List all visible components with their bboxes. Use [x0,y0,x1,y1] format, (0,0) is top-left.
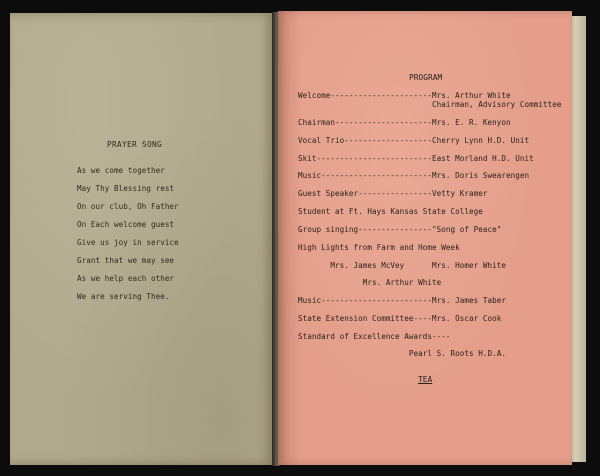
poem-line: As we help each other [77,274,175,283]
program-line-group-singing: Group singing----------------"Song of Peace" [298,225,502,234]
program-line-vocal-trio: Vocal Trio-------------------Cherry Lynn H.D. Unit [298,136,530,145]
prayer-song-title: PRAYER SONG [107,140,162,149]
program-line-student: Student at Ft. Hays Kansas State College [298,207,483,216]
poem-line: We are serving Thee. [77,292,170,301]
program-line-music-2: Music------------------------Mrs. James Taber [298,296,506,305]
program-line-hda: Pearl S. Roots H.D.A. [298,349,506,358]
program-line-state-extension: State Extension Committee----Mrs. Oscar Cook [298,314,502,323]
program-line-awards: Standard of Excellence Awards---- [298,332,451,341]
program-line-welcome: Welcome----------------------Mrs. Arthur White [298,91,511,100]
poem-line: May Thy Blessing rest [77,184,175,193]
tea-footer: TEA [418,375,433,384]
program-line-skit: Skit-------------------------East Morland H.D. Unit [298,154,534,163]
program-line-welcome-title: Chairman, Advisory Committee [298,100,562,109]
program-line-presenters: Mrs. James McVey Mrs. Homer White [298,261,506,270]
poem-line: Give us joy in service [77,238,179,247]
program-title: PROGRAM [409,73,443,82]
program-line-guest-speaker: Guest Speaker----------------Vetty Kramer [298,189,488,198]
program-line-presenter-white: Mrs. Arthur White [298,278,442,287]
poem-line: Grant that we may see [77,256,175,265]
poem-line: On our club, Oh Father [77,202,179,211]
program-line-high-lights: High Lights from Farm and Home Week [298,243,460,252]
poem-line: On Each welcome guest [77,220,175,229]
program-line-music: Music------------------------Mrs. Doris Swearengen [298,171,530,180]
poem-line: As we come together [77,166,165,175]
program-line-chairman: Chairman---------------------Mrs. E. R. Kenyon [298,118,511,127]
